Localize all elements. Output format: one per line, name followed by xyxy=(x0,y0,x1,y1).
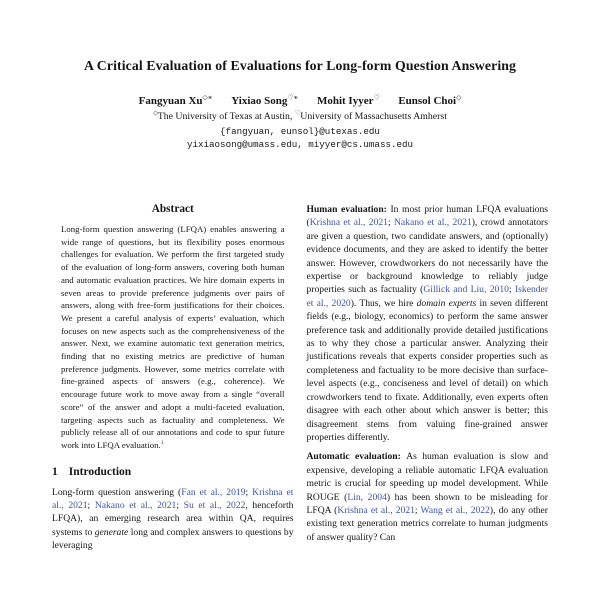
email-line: {fangyuan, eunsol}@utexas.edu xyxy=(220,126,380,137)
author-affiliation-marker: ◇ xyxy=(456,94,462,102)
text-segment: ; xyxy=(508,284,515,296)
superscript-marker: ♡ xyxy=(294,110,301,117)
left-column xyxy=(52,203,294,553)
citation-link[interactable]: Nakano et al., 2021 xyxy=(394,217,472,229)
text-segment: Long-form question answering (LFQA) enables answering a wide range of questions, but its flexibility poses enormous challenges for evaluation. We perform the first targeted study of the evaluation of long-form answers, covering both human and automatic evaluation practices. We hire domain experts in seven areas to provide preference judgments over pairs of answers, along with free-form justifications for their choices. We present a careful analysis of experts’ evaluation, which focuses on new aspects such as the comprehensiveness of the answer. Next, we examine automatic text generation metrics, finding that no existing metrics are predictive of human preference judgments. However, some metrics correlate with fine-grained aspects of answers (e.g., coherence). We encourage future work to move away from a single “overall score” of the answer and adopt a multi-faceted evaluation, targeting aspects such as factuality and completeness. We publicly release all of our annotations and code to spur future work into LFQA evaluation. xyxy=(61,224,285,450)
section-heading-introduction xyxy=(52,466,294,478)
text-segment: long and complex answers to questions by leveraging xyxy=(52,526,294,552)
superscript-marker: ◇ xyxy=(153,110,158,117)
author xyxy=(139,95,213,107)
affiliations-line xyxy=(52,111,548,122)
right-column xyxy=(307,203,549,553)
text-segment: ; xyxy=(87,500,95,512)
text-segment: In most prior human LFQA evaluations ( xyxy=(306,204,548,229)
author-name: Eunsol Choi xyxy=(398,95,457,107)
author-affiliation-marker: ◇∗ xyxy=(202,94,213,102)
text-segment: ). Thus, we hire xyxy=(350,297,417,309)
superscript-marker: 1 xyxy=(160,440,164,447)
introduction-paragraph xyxy=(52,486,294,553)
author-name: Yixiao Song xyxy=(231,95,288,107)
human-evaluation-paragraph xyxy=(307,203,549,444)
text-segment: As human evaluation is slow and expensive, developing a reliable automatic LFQA evaluation metric is crucial for speeding up model development. While ROUGE ( xyxy=(306,451,548,503)
text-segment: ; xyxy=(387,217,394,229)
author xyxy=(231,95,298,107)
two-column-body xyxy=(52,203,548,553)
author-affiliation-marker: ♡ xyxy=(373,94,380,102)
text-segment: ; xyxy=(245,486,253,498)
text-segment: Automatic evaluation: xyxy=(306,451,407,463)
email-line: yixiaosong@umass.edu, miyyer@cs.umass.edu xyxy=(186,138,414,150)
text-segment: ; xyxy=(176,500,184,512)
citation-link[interactable]: Iskender et al., 2020 xyxy=(306,284,548,309)
author-affiliation-marker: ♡∗ xyxy=(287,94,299,102)
text-segment: The University of Texas at Austin, xyxy=(157,111,295,122)
paper-title: A Critical Evaluation of Evaluations for Long-form Question Answering xyxy=(83,58,517,73)
citation-link[interactable]: Krishna et al., 2021 xyxy=(52,486,294,512)
section-title: Introduction xyxy=(68,465,132,478)
text-segment: generate xyxy=(94,526,129,538)
abstract-paragraph xyxy=(61,223,285,452)
citation-link[interactable]: Gillick and Liu, 2010 xyxy=(423,284,509,296)
citation-link[interactable]: Krishna et al., 2021 xyxy=(309,217,388,229)
text-segment: Long-form question answering ( xyxy=(52,486,182,498)
citation-link[interactable]: Su et al., 2022 xyxy=(183,500,246,512)
automatic-evaluation-paragraph xyxy=(307,450,549,544)
section-number: 1 xyxy=(52,465,58,478)
author-name: Mohit Iyyer xyxy=(316,95,374,107)
text-segment: ), crowd annotators are given a question, two candidate answers, and (optionally) evidence documents, and they are asked to identify the better answer. However, crowdworkers do not necessarily have the expertise or background knowledge to reliably judge properties such as factuality ( xyxy=(306,217,548,296)
text-segment: ), do any other existing text generation metrics correlate to human judgments of answer quality? Can xyxy=(306,504,549,543)
author xyxy=(317,95,380,107)
abstract-heading: Abstract xyxy=(151,203,194,215)
author-name: Fangyuan Xu xyxy=(138,95,203,107)
author-list xyxy=(52,95,548,107)
text-segment: in seven different fields (e.g., biology, economics) to perform the same answer preference task and additionally provide detailed justifications as to why they chose a particular answer. Analyzing their justifications reveals that experts consider properties such as completeness and factuality to be more decisive than surface-level aspects (e.g., conciseness and level of detail) on which crowdworkers tend to fixate. Additionally, even experts often disagree with each other about which answer is better; this disagreement stems from valuing fine-grained answer properties differently. xyxy=(306,297,549,443)
text-segment: University of Massachusetts Amherst xyxy=(300,111,447,122)
text-segment: domain experts xyxy=(416,297,477,309)
text-segment: ) has been shown to be misleading for LFQA ( xyxy=(306,491,548,516)
citation-link[interactable]: Nakano et al., 2021 xyxy=(94,500,177,512)
author xyxy=(398,95,461,107)
citation-link[interactable]: Lin, 2004 xyxy=(347,491,387,503)
text-segment: Human evaluation: xyxy=(306,204,391,215)
citation-link[interactable]: Wang et al., 2022 xyxy=(420,504,490,516)
citation-link[interactable]: Fan et al., 2019 xyxy=(181,486,246,498)
citation-link[interactable]: Krishna et al., 2021 xyxy=(337,504,415,516)
text-segment: ; xyxy=(414,504,421,516)
email-block xyxy=(52,126,548,151)
text-segment: , henceforth LFQA), an emerging research area within QA, requires systems to xyxy=(52,500,294,538)
